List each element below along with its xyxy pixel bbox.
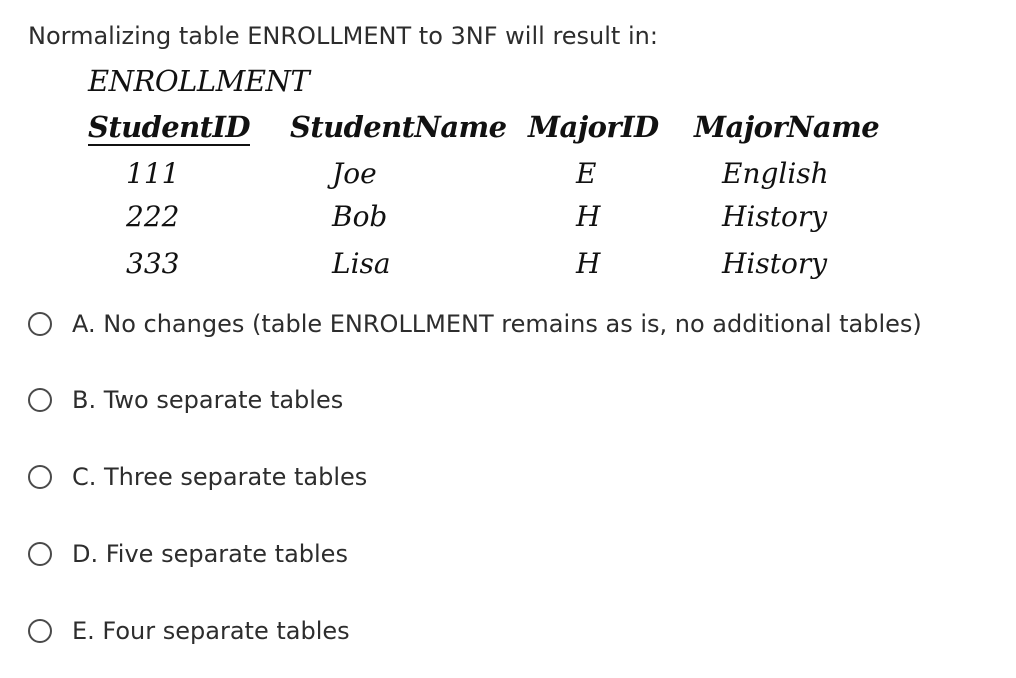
table-title: ENROLLMENT (88, 64, 310, 98)
table-cell-majorid: H (576, 247, 601, 280)
radio-button[interactable] (28, 542, 52, 566)
column-header-studentid: StudentID (88, 110, 250, 144)
table-cell-majorname: English (722, 157, 829, 190)
radio-button[interactable] (28, 465, 52, 489)
table-cell-studentname: Lisa (332, 247, 391, 280)
option-label: A. No changes (table ENROLLMENT remains as is, no additional tables) (72, 310, 922, 338)
option-a[interactable] (28, 304, 922, 344)
option-c[interactable] (28, 457, 367, 497)
option-e[interactable] (28, 611, 350, 651)
table-cell-studentid: 111 (126, 157, 180, 190)
table-cell-majorid: H (576, 200, 601, 233)
column-header-majorid: MajorID (528, 110, 659, 144)
question-text: Normalizing table ENROLLMENT to 3NF will result in: (28, 22, 658, 50)
option-label: D. Five separate tables (72, 540, 348, 568)
option-d[interactable] (28, 534, 348, 574)
radio-button[interactable] (28, 312, 52, 336)
column-header-studentname: StudentName (290, 110, 507, 144)
radio-button[interactable] (28, 388, 52, 412)
table-cell-majorname: History (722, 247, 828, 280)
table-cell-studentid: 333 (126, 247, 180, 280)
radio-button[interactable] (28, 619, 52, 643)
option-label: C. Three separate tables (72, 463, 368, 491)
table-cell-studentid: 222 (126, 200, 180, 233)
option-label: B. Two separate tables (72, 386, 344, 414)
table-cell-studentname: Joe (332, 157, 377, 190)
table-cell-studentname: Bob (332, 200, 388, 233)
table-cell-majorname: History (722, 200, 828, 233)
option-label: E. Four separate tables (72, 617, 350, 645)
option-b[interactable] (28, 380, 343, 420)
column-header-majorname: MajorName (694, 110, 880, 144)
table-cell-majorid: E (576, 157, 597, 190)
enrollment-table-image (0, 0, 1016, 300)
